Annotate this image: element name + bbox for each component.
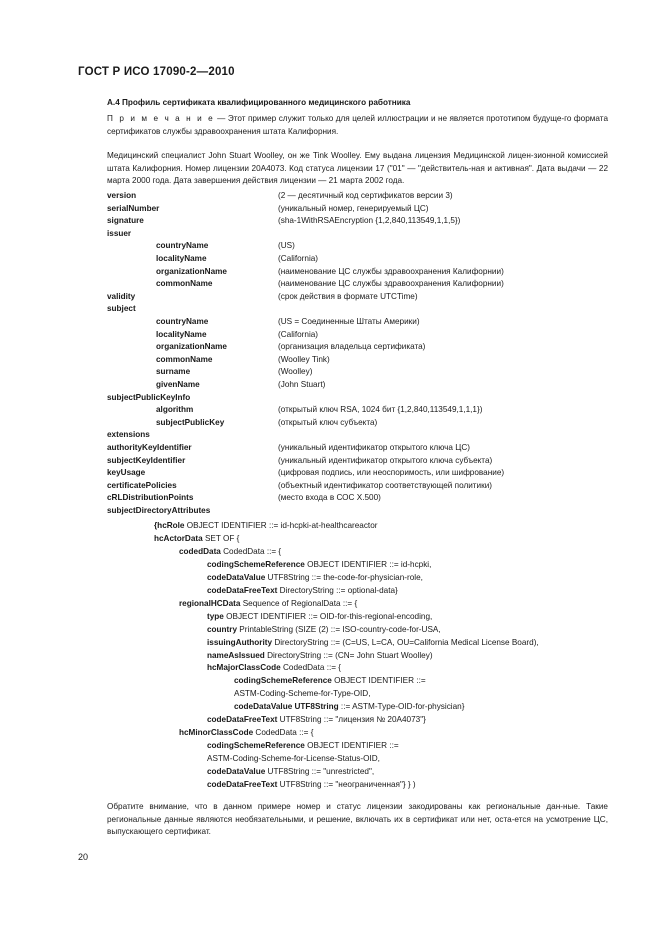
code-text: UTF8String ::= "unrestricted",: [265, 767, 375, 777]
field-value: (US = Соединенные Штаты Америки): [278, 317, 420, 326]
field-key: signature: [107, 216, 144, 226]
field-value: (уникальный номер, генерируемый ЦС): [278, 203, 429, 213]
code-line: [207, 740, 399, 753]
code-text: OBJECT IDENTIFIER ::= id-hcpki,: [304, 559, 432, 569]
field-key: localityName: [156, 254, 207, 263]
intro-text: Медицинский специалист John Stuart Woolley, он же Tink Woolley. Ему выдана лицензия Медицинской лицен-зионной комиссией штата Калифорния. Номер лицензии 20A4073. Код статуса лицензии 17 ("01" — "действитель-ная и активная". Дата выдачи — 22 марта 2000 года. Дата завершения действия лицензии — 21 марта 2002 года.: [107, 151, 608, 186]
code-line: [207, 662, 341, 675]
code-line: [154, 520, 377, 533]
field-value: (наименование ЦС службы здравоохранения Калифорнии): [278, 279, 504, 289]
intro-paragraph: [78, 150, 608, 188]
code-line: [179, 546, 281, 559]
code-text: PrintableString (SIZE (2) ::= ISO-country-code-for-USA,: [237, 624, 441, 634]
field-key: subjectKeyIdentifier: [107, 455, 186, 465]
field-key: organizationName: [156, 342, 227, 352]
field-key: algorithm: [156, 405, 194, 415]
page-number: 20: [78, 852, 89, 862]
code-line: [207, 611, 432, 624]
field-key: subjectDirectoryAttributes: [107, 506, 211, 515]
code-keyword: codingSchemeReference: [207, 559, 305, 569]
field-key: surname: [156, 367, 191, 377]
field-value: (открытый ключ субъекта): [278, 417, 378, 427]
code-text: OBJECT IDENTIFIER ::= OID-for-this-regional-encoding,: [223, 611, 433, 621]
field-key: keyUsage: [107, 468, 146, 478]
code-text: UTF8String ::= "лицензия № 20A4073"}: [277, 715, 426, 725]
code-text: OBJECT IDENTIFIER ::=: [304, 741, 399, 751]
field-key: countryName: [156, 317, 209, 326]
code-text: CodedData ::= {: [220, 546, 282, 556]
code-keyword: {hcRole: [154, 521, 185, 530]
field-value: (срок действия в формате UTCTime): [278, 291, 418, 301]
code-keyword: type: [207, 611, 224, 621]
field-value: (sha-1WithRSAEncryption {1,2,840,113549,1,1,5}): [278, 216, 461, 226]
field-key: version: [107, 191, 137, 200]
code-line: [207, 572, 423, 585]
code-line: [207, 779, 416, 792]
code-text: SET OF {: [202, 533, 240, 543]
code-keyword: hcMajorClassCode: [207, 663, 281, 673]
code-text: Sequence of RegionalData ::= {: [240, 598, 358, 608]
code-keyword: codingSchemeReference: [234, 676, 332, 686]
code-keyword: hcActorData: [154, 533, 203, 543]
code-line: [207, 637, 539, 650]
code-keyword: codingSchemeReference: [207, 741, 305, 751]
field-key: organizationName: [156, 266, 227, 276]
code-line: [179, 727, 313, 740]
code-text: DirectoryString ::= (C=US, L=CA, OU=California Medical License Board),: [272, 637, 539, 647]
code-text: OBJECT IDENTIFIER ::= id-hcpki-at-healthcareactor: [184, 521, 378, 530]
code-keyword: nameAsIssued: [207, 650, 265, 660]
field-value: (California): [278, 254, 319, 263]
code-keyword: hcMinorClassCode: [179, 728, 254, 738]
field-key: countryName: [156, 241, 209, 251]
code-text: DirectoryString ::= (CN= John Stuart Woolley): [264, 650, 433, 660]
field-key: serialNumber: [107, 203, 160, 213]
field-key: subject: [107, 304, 136, 314]
code-keyword: codeDataValue UTF8String: [234, 702, 339, 712]
code-line: [207, 585, 398, 598]
code-text: UTF8String ::= the-code-for-physician-role,: [265, 572, 423, 582]
field-key: localityName: [156, 329, 207, 339]
field-value: (US): [278, 241, 295, 251]
code-text: UTF8String ::= "неограниченная"} } ): [277, 780, 416, 789]
field-value: (место входа в СОС X.500): [278, 493, 381, 503]
code-keyword: codeDataFreeText: [207, 780, 278, 789]
field-value: (цифровая подпись, или неоспоримость, или шифрование): [278, 468, 505, 478]
code-keyword: regionalHCData: [179, 598, 241, 608]
code-line: [207, 559, 431, 572]
code-line: [234, 675, 426, 688]
code-keyword: codeDataFreeText: [207, 715, 278, 725]
code-line: [154, 533, 239, 546]
code-line: [234, 701, 464, 714]
code-keyword: issuingAuthority: [207, 637, 273, 647]
field-value: (2 — десятичный код сертификатов версии 3): [278, 191, 453, 200]
field-key: extensions: [107, 430, 150, 440]
field-value: (уникальный идентификатор открытого ключа ЦС): [278, 443, 470, 452]
code-line: [179, 598, 357, 611]
code-line: [207, 714, 426, 727]
document-header: ГОСТ Р ИСО 17090-2—2010: [78, 66, 235, 78]
code-keyword: codeDataValue: [207, 767, 266, 777]
field-key: issuer: [107, 228, 132, 238]
field-key: subjectPublicKeyInfo: [107, 392, 191, 402]
field-value: (уникальный идентификатор открытого ключа субъекта): [278, 455, 493, 465]
code-keyword: codeDataFreeText: [207, 585, 278, 595]
code-text: CodedData ::= {: [253, 728, 314, 738]
field-key: subjectPublicKey: [156, 417, 225, 427]
field-key: givenName: [156, 380, 200, 389]
code-keyword: codedData: [179, 546, 221, 556]
field-key: cRLDistributionPoints: [107, 493, 194, 503]
closing-text: Обратите внимание, что в данном примере номер и статус лицензии закодированы как региональные дан-ные. Такие региональные данные являются необязательными, и решение, включать их в сертификат или нет, оста-ется на усмотрение ЦС, выпускающего сертификат.: [107, 802, 608, 837]
code-line: [207, 753, 380, 766]
code-keyword: country: [207, 624, 238, 634]
field-value: (открытый ключ RSA, 1024 бит {1,2,840,113549,1,1,1}): [278, 405, 483, 415]
field-value: (наименование ЦС службы здравоохранения Калифорнии): [278, 266, 504, 276]
field-key: commonName: [156, 279, 213, 289]
field-value: (Woolley): [278, 367, 313, 377]
note-paragraph: [78, 113, 608, 138]
code-line: [234, 688, 371, 701]
field-value: (California): [278, 329, 319, 339]
code-line: [207, 650, 433, 663]
field-key: authorityKeyIdentifier: [107, 443, 192, 452]
field-value: (John Stuart): [278, 380, 326, 389]
field-key: validity: [107, 291, 136, 301]
code-text: CodedData ::= {: [280, 663, 342, 673]
section-title: А.4 Профиль сертификата квалифицированного медицинского работника: [107, 98, 411, 107]
code-text: ASTM-Coding-Scheme-for-License-Status-OID,: [207, 754, 380, 764]
field-value: (объектный идентификатор соответствующей политики): [278, 480, 492, 490]
code-text: ::= ASTM-Type-OID-for-physician}: [338, 702, 465, 712]
code-text: DirectoryString ::= optional-data}: [277, 585, 398, 595]
field-key: commonName: [156, 354, 213, 364]
code-line: [207, 766, 374, 779]
note-label: П р и м е ч а н и е: [107, 114, 215, 123]
field-value: (Woolley Tink): [278, 354, 330, 364]
code-line: [207, 624, 441, 637]
closing-paragraph: [78, 801, 608, 839]
field-key: certificatePolicies: [107, 480, 177, 490]
code-text: ASTM-Coding-Scheme-for-Type-OID,: [234, 689, 371, 699]
code-keyword: codeDataValue: [207, 572, 266, 582]
field-value: (организация владельца сертификата): [278, 342, 426, 352]
note-text: — Этот пример служит только для целей иллюстрации и не является прототипом будуще-го формата сертификатов службы здравоохранения штата Калифорния.: [107, 114, 608, 136]
code-text: OBJECT IDENTIFIER ::=: [331, 676, 426, 686]
